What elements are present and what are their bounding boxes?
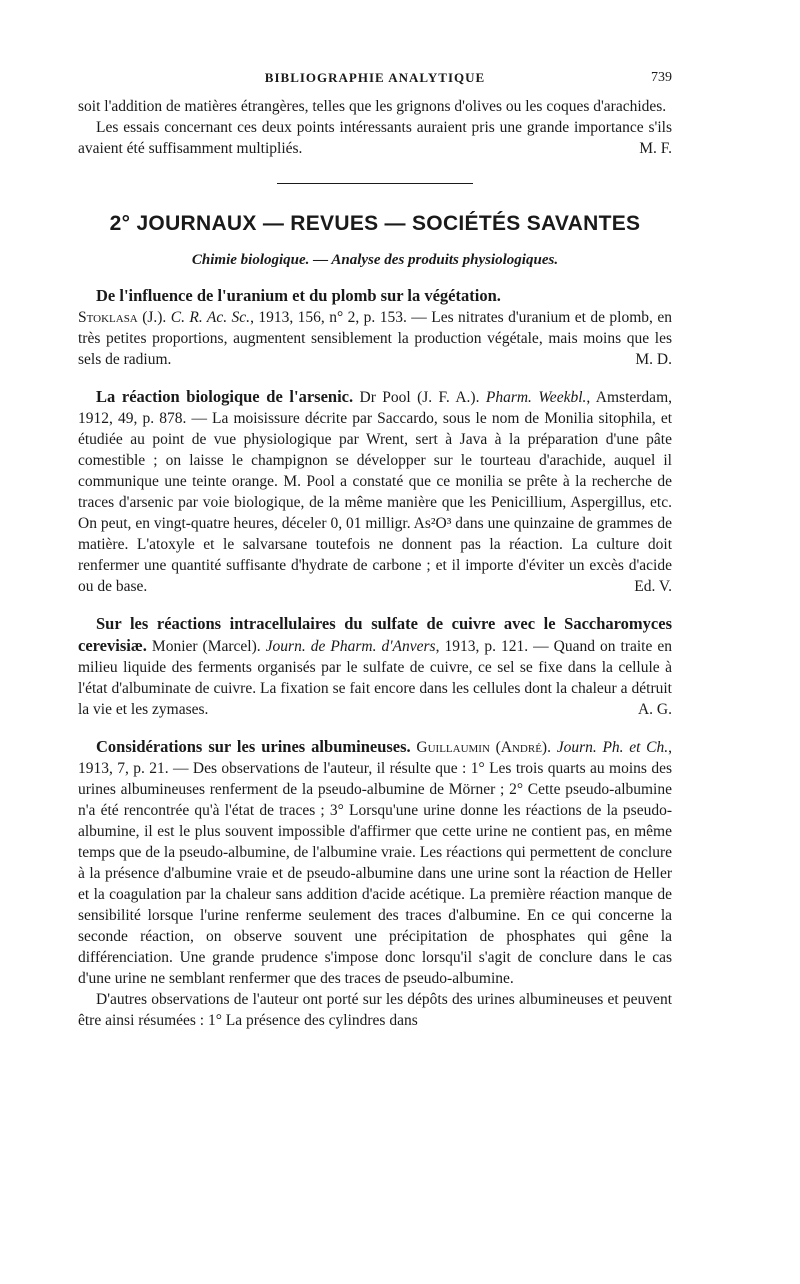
separator-rule bbox=[277, 183, 473, 184]
intro-paragraph-1: soit l'addition de matières étrangères, telles que les grignons d'olives ou les coques d'arachides. bbox=[78, 98, 667, 115]
entry-body: , 1913, 7, p. 21. — Des observations de l'auteur, il résulte que : 1° Les trois quarts au moins des urines albumineuses renferment de la pseudo-albumine de Mörner ; 2° Cette pseudo-albumine n'a été rencontrée qu'à l'état de traces ; 3° Lorsqu'une urine donne les réactions de la pseudo-albumine, il est le plus souvent impossible d'affirmer que cette urine ne contient pas, en même temps que de la pseudo-albumine, de l'albumine vraie. Les réactions qui permettent de conclure à la présence d'albumine vraie et de pseudo-albumine dans une urine sont la réaction de Heller et la coagulation par la chaleur sans addition d'acide acétique. La première réaction manque de sensibilité lorsque l'urine renferme seulement des traces d'albumine. En ce qui concerne la seconde réaction, on observe souvent une précipitation de phosphates qui gêne la différenciation. Une grande prudence s'impose donc lorsqu'il s'agit de conclure dans le cas d'une urine ne semblant renfermer que des traces de pseudo-albumine. bbox=[78, 739, 672, 987]
entry-paragraph bbox=[78, 736, 672, 989]
entry-author-init: (J.). bbox=[137, 309, 171, 326]
entry-paragraph bbox=[78, 613, 672, 720]
entry-paragraph bbox=[78, 386, 672, 597]
entry-arsenic bbox=[78, 386, 672, 597]
page bbox=[78, 70, 672, 1031]
entry-title: Considérations sur les urines albumineuses. bbox=[96, 737, 411, 756]
entry-body: , Amsterdam, 1912, 49, p. 878. — La moisissure décrite par Saccardo, sous le nom de Monilia sitophila, et étudiée au point de vue physiologique par Wrent, sert à Java à la préparation d'une pâte comestible ; on laisse le champignon se développer sur le tourteau d'arachide, auquel il communique une teinte orange. M. Pool a constaté que ce monilia se prête à la recherche de traces d'arsenic par voie biologique, de la même manière que les Penicillium, Aspergillus, etc. On peut, en vingt-quatre heures, déceler 0, 01 milligr. As²O³ dans une quinzaine de grammes de matière. L'atoxyle et le salvarsane toutefois ne donnent pas la réaction. La culture doit renfermer une quantité suffisante d'hydrate de carbone ; et il importe d'éviter un excès d'acide ou de base. bbox=[78, 389, 672, 595]
entry-title: De l'influence de l'uranium et du plomb sur la végétation. bbox=[96, 286, 501, 305]
intro-paragraph-2 bbox=[78, 117, 672, 159]
entry-signature: A. G. bbox=[637, 701, 672, 718]
entry-author: Monier (Marcel). bbox=[146, 638, 266, 655]
entry-urines bbox=[78, 736, 672, 1031]
page-number: 739 bbox=[651, 70, 672, 85]
entry-paragraph-continued: D'autres observations de l'auteur ont porté sur les dépôts des urines albumineuses et peuvent être ainsi résumées : 1° La présence des cylindres dans bbox=[78, 991, 672, 1029]
page-header bbox=[78, 70, 672, 96]
subsection-title: Chimie biologique. — Analyse des produits physiologiques. bbox=[191, 252, 559, 268]
entry-uranium bbox=[78, 285, 672, 370]
entry-signature: Ed. V. bbox=[634, 578, 672, 595]
entry-reference: C. R. Ac. Sc. bbox=[170, 309, 251, 326]
intro-text: Les essais concernant ces deux points intéressants auraient pris une grande importance s'ils avaient été suffisamment multipliés. bbox=[78, 119, 672, 157]
entry-paragraph bbox=[78, 285, 672, 370]
entry-author: Guillaumin (André). bbox=[410, 739, 557, 756]
entry-title: Sur les réactions intracellulaires du sulfate de cuivre avec le Saccharomyces cerevisiæ. bbox=[78, 614, 672, 655]
section-title: 2° JOURNAUX — REVUES — SOCIÉTÉS SAVANTES bbox=[109, 212, 641, 235]
entry-author: Stoklasa bbox=[78, 309, 138, 326]
entry-body: , 1913, 156, n° 2, p. 153. — Les nitrates d'uranium et de plomb, en très petites proportions, augmentent sensiblement la production végétale, mais moins que les sels de radium. bbox=[78, 309, 672, 368]
entry-author: Dr Pool (J. F. A.). bbox=[353, 389, 486, 406]
intro-signature: M. F. bbox=[639, 140, 672, 157]
entry-reference: Journ. Ph. et Ch. bbox=[556, 739, 669, 756]
entry-signature: M. D. bbox=[635, 351, 672, 368]
entry-body: , 1913, p. 121. — Quand on traite en milieu liquide des ferments organisés par le sulfate de cuivre, ce sel se fixe dans la cellule à l'état d'albuminate de cuivre. La fixation se fait encore dans les cellules dont la chaleur a détruit la vie et les zymases. bbox=[78, 638, 673, 718]
entry-reference: Pharm. Weekbl. bbox=[485, 389, 587, 406]
entry-sulfate-cuivre bbox=[78, 613, 672, 720]
running-title: BIBLIOGRAPHIE ANALYTIQUE bbox=[264, 70, 486, 85]
entry-title: La réaction biologique de l'arsenic. bbox=[96, 387, 354, 406]
entry-reference: Journ. de Pharm. d'Anvers bbox=[265, 638, 436, 655]
